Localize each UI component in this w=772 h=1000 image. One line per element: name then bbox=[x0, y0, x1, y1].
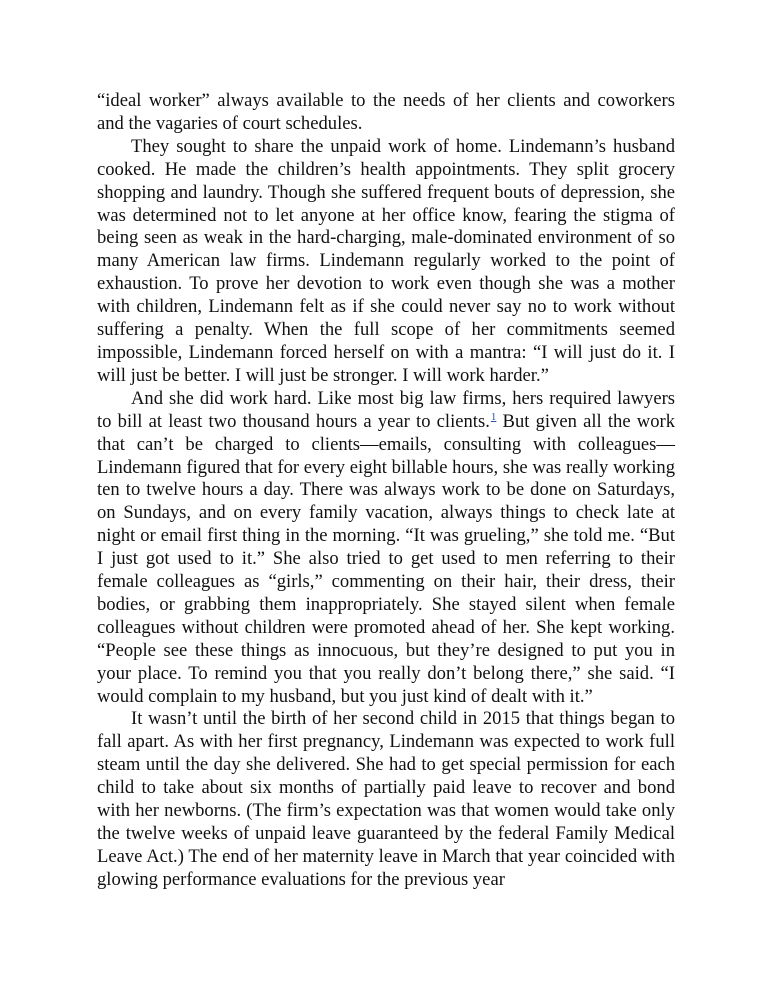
paragraph-continued bbox=[97, 90, 675, 136]
paragraph-second-child bbox=[97, 708, 675, 891]
paragraph-text: “ideal worker” always available to the needs of her clients and coworkers and the vagaries of court schedules. bbox=[97, 90, 675, 134]
paragraph-text: It wasn’t until the birth of her second child in 2015 that things began to fall apart. As with her first pregnancy, Lindemann was expected to work full steam until the day she delivered. She had to get special permission for each child to take about six months of partially paid leave to recover and bond with her newborns. (The firm’s expectation was that women would take only the twelve weeks of unpaid leave guaranteed by the federal Family Medical Leave Act.) The end of her maternity leave in March that year coincided with glowing performance evaluations for the previous year bbox=[97, 708, 675, 890]
paragraph-text: But given all the work that can’t be charged to clients—emails, consulting with colleagues—Lindemann figured that for every eight billable hours, she was really working ten to twelve hours a day. There was always work to be done on Saturdays, on Sundays, and on every family vacation, always things to check late at night or email first thing in the morning. “It was grueling,” she told me. “But I just got used to it.” She also tried to get used to men referring to their female colleagues as “girls,” commenting on their hair, their dress, their bodies, or grabbing them inappropriately. She stayed silent when female colleagues without children were promoted ahead of her. She kept working. “People see these things as innocuous, but they’re designed to put you in your place. To remind you that you really don’t belong there,” she said. “I would complain to my husband, but you just kind of dealt with it.” bbox=[97, 410, 675, 707]
paragraph-text: They sought to share the unpaid work of home. Lindemann’s husband cooked. He made the children’s health appointments. They split grocery shopping and laundry. Though she suffered frequent bouts of depression, she was determined not to let anyone at her office know, fearing the stigma of being seen as weak in the hard-charging, male-dominated environment of so many American law firms. Lindemann regularly worked to the point of exhaustion. To prove her devotion to work even though she was a mother with children, Lindemann felt as if she could never say no to work without suffering a penalty. When the full scope of her commitments seemed impossible, Lindemann forced herself on with a mantra: “I will just do it. I will just be better. I will just be stronger. I will work harder.” bbox=[97, 135, 675, 386]
footnote-link[interactable]: 1 bbox=[490, 410, 497, 423]
paragraph-unpaid-work bbox=[97, 136, 675, 388]
paragraph-billable-hours bbox=[97, 388, 675, 709]
book-page bbox=[97, 90, 675, 892]
paragraph-text: And she did work hard. Like most big law firms, hers required lawyers to bill at least two thousand hours a year to clients. bbox=[97, 387, 675, 432]
